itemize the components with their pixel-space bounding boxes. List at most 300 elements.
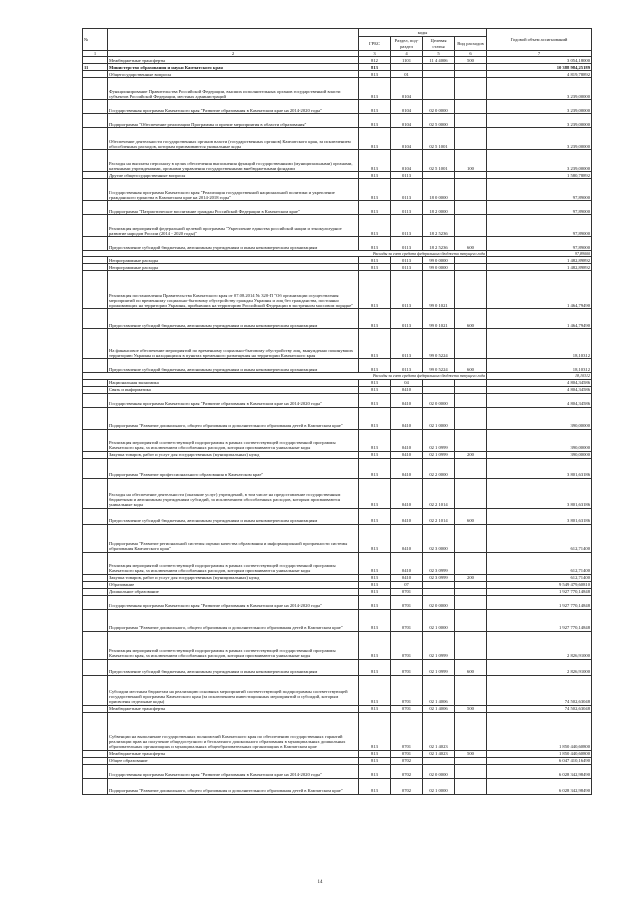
cell-target: 02 2 0000 [423, 458, 455, 478]
cell-amount: 4 804,34586 [487, 386, 592, 393]
cell-kind [455, 764, 487, 778]
cell-section: 0410 [391, 451, 423, 458]
cell-name: Закупка товаров, работ и услуг для государственных (муниципальных) нужд [108, 574, 359, 581]
table-row [83, 429, 592, 451]
cell-section: 0410 [391, 508, 423, 524]
cell-name: На финансовое обеспечение мероприятий по временному социально-бытовому обустройству лиц, вынужденно покинувших территорию Украины и находящихся в пунктах временного размещения на территории Камчатского края [108, 329, 359, 359]
page-number: 14 [317, 880, 323, 885]
cell-name: Национальная экономика [108, 379, 359, 386]
cell-grbs: 813 [359, 237, 391, 251]
cell-grbs: 813 [359, 309, 391, 329]
table-row [83, 128, 592, 150]
cell-name: Подпрограмма "Развитие дошкольного, общего образования и дополнительного образования детей в Камчатском крае" [108, 407, 359, 429]
cell-kind [455, 71, 487, 78]
col-number-6: 6 [455, 51, 487, 57]
cell-target: 02 1 0999 [423, 451, 455, 458]
cell-target: 02 0 0000 [423, 595, 455, 609]
cell-amount: 1 482,89892 [487, 264, 592, 271]
cell-amount: 390,00000 [487, 451, 592, 458]
cell-section: 0702 [391, 778, 423, 794]
cell-num [83, 712, 108, 750]
cell-target [423, 379, 455, 386]
table-row [83, 172, 592, 179]
cell-target: 02 1 4006 [423, 705, 455, 712]
cell-grbs: 813 [359, 552, 391, 574]
cell-kind [455, 524, 487, 552]
cell-num [83, 574, 108, 581]
cell-kind: 500 [455, 57, 487, 64]
cell-section: 01 [391, 71, 423, 78]
cell-num [83, 764, 108, 778]
cell-kind [455, 264, 487, 271]
cell-grbs: 813 [359, 609, 391, 631]
cell-kind [455, 128, 487, 150]
cell-kind [455, 271, 487, 309]
cell-num [83, 458, 108, 478]
cell-grbs: 813 [359, 478, 391, 508]
cell-amount: 6 047 410,16490 [487, 757, 592, 764]
table-row [83, 478, 592, 508]
cell-kind [455, 631, 487, 659]
cell-target: 02 2 1014 [423, 478, 455, 508]
cell-kind [455, 595, 487, 609]
cell-section: 04 [391, 379, 423, 386]
cell-name: Субсидии местным бюджетам на реализацию основных мероприятий соответствующей подпрограммы соответствующей государственной программы Камчатского края (за исключением инвестиционных мероприятий и субсидий, которым присвоены отдельные коды) [108, 675, 359, 705]
note-text: Расходы за счет средств федерального бюджета текущего года [83, 373, 487, 379]
cell-num [83, 429, 108, 451]
cell-section: 0701 [391, 659, 423, 675]
cell-section: 07 [391, 581, 423, 588]
cell-name: Связь и информатика [108, 386, 359, 393]
cell-target: 02 0 0000 [423, 393, 455, 407]
header-target: Целевая статья [423, 37, 455, 51]
cell-amount: 1 850 440,60800 [487, 712, 592, 750]
cell-name: Государственная программа Камчатского края "Развитие образования в Камчатском крае на 2014-2020 годы" [108, 595, 359, 609]
cell-section: 0113 [391, 215, 423, 237]
table-row [83, 675, 592, 705]
cell-target: 02 3 0999 [423, 552, 455, 574]
table-row [83, 179, 592, 201]
cell-target [423, 588, 455, 595]
cell-num [83, 100, 108, 114]
cell-kind [455, 407, 487, 429]
table-row [83, 595, 592, 609]
header-grbs: ГРБС [359, 37, 391, 51]
cell-kind [455, 429, 487, 451]
cell-grbs: 813 [359, 257, 391, 264]
cell-num [83, 552, 108, 574]
cell-name: Реализация мероприятий соответствующей подпрограммы в рамках соответствующей государственной программы Камчатского края, за исключением обособленных расходов, которым присваиваются уникальные коды [108, 631, 359, 659]
note-text: Расходы за счет средств федерального бюджета текущего года [83, 251, 487, 257]
cell-num [83, 71, 108, 78]
cell-name: Реализация постановления Правительства Камчатского края от 07.08.2014 № 320-П "Об организации осуществления мероприятий по временному социально-бытовому обустройству граждан Украины и лиц без гражданства, постоянно проживающих на территории Украины, прибывших на территорию Российской Федерации в экстренном массовом порядке" [108, 271, 359, 309]
table-row [83, 750, 592, 757]
cell-name: Подпрограмма "Развитие дошкольного, общего образования и дополнительного образования детей в Камчатском крае" [108, 609, 359, 631]
cell-kind: 200 [455, 574, 487, 581]
cell-target [423, 581, 455, 588]
cell-section: 0410 [391, 458, 423, 478]
cell-target: 02 5 1001 [423, 128, 455, 150]
cell-num [83, 329, 108, 359]
cell-amount: 3 801,63186 [487, 458, 592, 478]
cell-grbs: 813 [359, 114, 391, 128]
cell-grbs: 813 [359, 71, 391, 78]
cell-kind [455, 114, 487, 128]
table-row [83, 237, 592, 251]
cell-num [83, 631, 108, 659]
cell-num [83, 750, 108, 757]
cell-grbs: 813 [359, 201, 391, 215]
cell-kind [455, 712, 487, 750]
cell-grbs: 813 [359, 100, 391, 114]
cell-num [83, 309, 108, 329]
cell-kind [455, 393, 487, 407]
cell-grbs: 813 [359, 712, 391, 750]
cell-grbs: 813 [359, 429, 391, 451]
cell-kind [455, 100, 487, 114]
cell-grbs: 813 [359, 757, 391, 764]
cell-amount: 1 464,79490 [487, 271, 592, 309]
cell-name: Межбюджетные трансферты [108, 57, 359, 64]
cell-amount: 612,71400 [487, 524, 592, 552]
cell-kind [455, 179, 487, 201]
header-num: № [83, 29, 108, 51]
col-number-5: 5 [423, 51, 455, 57]
cell-section: 0702 [391, 757, 423, 764]
table-row [83, 552, 592, 574]
table-row [83, 712, 592, 750]
cell-grbs: 813 [359, 128, 391, 150]
cell-name: Предоставление субсидий бюджетным, автономным учреждениям и иным некоммерческим организациям [108, 309, 359, 329]
cell-section: 0410 [391, 386, 423, 393]
cell-name: Государственная программа Камчатского края "Развитие образования в Камчатском крае на 2014-2020 годы" [108, 393, 359, 407]
budget-table [82, 28, 592, 795]
cell-grbs: 813 [359, 581, 391, 588]
cell-section: 0410 [391, 478, 423, 508]
cell-amount: 3 239,00000 [487, 114, 592, 128]
cell-amount: 97,89000 [487, 237, 592, 251]
cell-target: 02 1 0999 [423, 631, 455, 659]
cell-grbs: 813 [359, 705, 391, 712]
cell-grbs: 812 [359, 57, 391, 64]
cell-target: 02 3 0999 [423, 574, 455, 581]
cell-name: Дошкольное образование [108, 588, 359, 595]
cell-kind [455, 329, 487, 359]
cell-target: 02 1 0999 [423, 429, 455, 451]
table-row [83, 458, 592, 478]
cell-kind: 100 [455, 150, 487, 172]
cell-name: Расходы на обеспечение деятельности (оказание услуг) учреждений, в том числе на предоставление государственным бюджетным и автономным учреждениям субсидий, за исключением обособленных расходов, которым присваиваются уникальные коды [108, 478, 359, 508]
col-number-4: 4 [391, 51, 423, 57]
cell-target: 18 2 5236 [423, 215, 455, 237]
header-kind: Вид расходов [455, 37, 487, 51]
cell-grbs: 813 [359, 329, 391, 359]
cell-name: Общее образование [108, 757, 359, 764]
table-row [83, 329, 592, 359]
cell-name: Общегосударственные вопросы [108, 71, 359, 78]
cell-name: Реализация мероприятий федеральной целевой программы "Укрепление единства российской нации и этнокультурное развитие народов России (2014 - 2020 годы)" [108, 215, 359, 237]
table-row [83, 631, 592, 659]
cell-grbs: 813 [359, 407, 391, 429]
cell-amount: 3 801,63186 [487, 478, 592, 508]
cell-name: Субвенции на выполнение государственных полномочий Камчатского края по обеспечению государственных гарантий реализации прав на получение общедоступного и бесплатного дошкольного образования в муниципальных дошкольных образовательных организациях и муниципальных общеобразовательных организациях в Камчатском крае [108, 712, 359, 750]
cell-target: 18 2 5236 [423, 237, 455, 251]
cell-name: Другие общегосударственные вопросы [108, 172, 359, 179]
table-row [83, 757, 592, 764]
cell-amount: 97,89000 [487, 179, 592, 201]
table-row [83, 581, 592, 588]
cell-grbs: 813 [359, 64, 391, 71]
cell-name: Министерство образования и науки Камчатского края [108, 64, 359, 71]
cell-amount: 3 239,00000 [487, 100, 592, 114]
cell-num [83, 150, 108, 172]
table-row [83, 201, 592, 215]
cell-grbs: 813 [359, 574, 391, 581]
cell-kind: 600 [455, 659, 487, 675]
cell-section: 0701 [391, 595, 423, 609]
cell-name: Функционирование Правительства Российской Федерации, высших исполнительных органов государственной власти субъектов Российской Федерации, местных администраций [108, 78, 359, 100]
cell-amount: 3 239,00000 [487, 78, 592, 100]
cell-amount: 3 054,18000 [487, 57, 592, 64]
cell-num [83, 588, 108, 595]
cell-amount: 3 801,63186 [487, 508, 592, 524]
cell-num [83, 451, 108, 458]
cell-amount: 1 927 770,14848 [487, 609, 592, 631]
cell-section: 0410 [391, 407, 423, 429]
cell-num [83, 264, 108, 271]
cell-name: Предоставление субсидий бюджетным, автономным учреждениям и иным некоммерческим организациям [108, 359, 359, 373]
cell-target: 02 2 1014 [423, 508, 455, 524]
cell-section: 0113 [391, 309, 423, 329]
cell-target: 02 1 4023 [423, 750, 455, 757]
cell-section: 0104 [391, 128, 423, 150]
cell-grbs: 813 [359, 379, 391, 386]
cell-grbs: 813 [359, 179, 391, 201]
cell-name: Подпрограмма "Развитие профессионального образования в Камчатском крае" [108, 458, 359, 478]
table-row [83, 393, 592, 407]
cell-num [83, 359, 108, 373]
cell-num [83, 595, 108, 609]
cell-section: 0701 [391, 675, 423, 705]
cell-kind [455, 215, 487, 237]
cell-kind [455, 588, 487, 595]
cell-num [83, 379, 108, 386]
cell-section: 0410 [391, 552, 423, 574]
cell-kind: 600 [455, 309, 487, 329]
cell-name: Предоставление субсидий бюджетным, автономным учреждениям и иным некоммерческим организациям [108, 659, 359, 675]
cell-section: 0702 [391, 764, 423, 778]
cell-grbs: 813 [359, 675, 391, 705]
cell-grbs: 813 [359, 588, 391, 595]
cell-amount: 4 804,34586 [487, 393, 592, 407]
cell-num [83, 172, 108, 179]
cell-section: 0104 [391, 78, 423, 100]
cell-amount: 1 850 440,60800 [487, 750, 592, 757]
cell-kind: 600 [455, 237, 487, 251]
cell-amount: 74 502,63048 [487, 705, 592, 712]
cell-kind [455, 172, 487, 179]
cell-section: 0113 [391, 271, 423, 309]
col-number-2: 2 [108, 51, 359, 57]
table-row [83, 64, 592, 71]
cell-grbs: 813 [359, 778, 391, 794]
cell-amount: 4 819,78892 [487, 71, 592, 78]
table-row [83, 71, 592, 78]
header-codes: коды [359, 29, 487, 37]
cell-num [83, 128, 108, 150]
cell-section: 0701 [391, 712, 423, 750]
table-row [83, 271, 592, 309]
cell-target: 02 1 4023 [423, 712, 455, 750]
table-row [83, 215, 592, 237]
cell-grbs: 813 [359, 458, 391, 478]
cell-target: 11 4 4006 [423, 57, 455, 64]
cell-name: Реализация мероприятий соответствующей подпрограммы в рамках соответствующей государственной программы Камчатского края, за исключением обособленных расходов, которым присваиваются уникальные коды [108, 429, 359, 451]
table-row [83, 574, 592, 581]
cell-num [83, 508, 108, 524]
cell-num [83, 675, 108, 705]
cell-target: 02 1 0000 [423, 778, 455, 794]
cell-amount: 2 826,91000 [487, 631, 592, 659]
cell-kind [455, 778, 487, 794]
table-row [83, 588, 592, 595]
cell-amount: 6 028 342,98490 [487, 778, 592, 794]
table-row [83, 57, 592, 64]
cell-name: Подпрограмма "Развитие дошкольного, общего образования и дополнительного образования детей в Камчатском крае" [108, 778, 359, 794]
cell-grbs: 813 [359, 150, 391, 172]
cell-kind [455, 257, 487, 264]
cell-amount: 4 804,34586 [487, 379, 592, 386]
table-row [83, 609, 592, 631]
cell-target: 02 3 0000 [423, 524, 455, 552]
cell-grbs: 813 [359, 386, 391, 393]
cell-num [83, 237, 108, 251]
cell-grbs: 813 [359, 393, 391, 407]
cell-section: 0410 [391, 393, 423, 407]
cell-name: Предоставление субсидий бюджетным, автономным учреждениям и иным некоммерческим организациям [108, 237, 359, 251]
cell-section: 0410 [391, 524, 423, 552]
cell-kind [455, 201, 487, 215]
table-row [83, 359, 592, 373]
table-row [83, 309, 592, 329]
cell-num [83, 609, 108, 631]
cell-name: Подпрограмма "Обеспечение реализации Программы и прочие мероприятия в области образования" [108, 114, 359, 128]
cell-amount: 10 388 984,25189 [487, 64, 592, 71]
cell-kind [455, 458, 487, 478]
cell-kind: 500 [455, 705, 487, 712]
cell-kind [455, 609, 487, 631]
cell-section: 0701 [391, 750, 423, 757]
cell-target: 99 0 1021 [423, 271, 455, 309]
cell-kind: 200 [455, 451, 487, 458]
cell-amount: 1 464,79490 [487, 309, 592, 329]
cell-num [83, 757, 108, 764]
cell-section: 0113 [391, 264, 423, 271]
cell-grbs: 813 [359, 659, 391, 675]
table-row [83, 78, 592, 100]
cell-target: 99 0 0000 [423, 264, 455, 271]
cell-name: Обеспечение деятельности государственных органов власти (государственных органов) Камчатского края, за исключением обособленных расходов, которым присваиваются уникальные коды [108, 128, 359, 150]
cell-grbs: 813 [359, 508, 391, 524]
cell-num [83, 179, 108, 201]
cell-amount: 390,00000 [487, 429, 592, 451]
header-amount: Годовой объем ассигнований [487, 29, 592, 51]
cell-name: Государственная программа Камчатского края "Реализация государственной национальной политики и укрепление гражданского единства в Камчатском крае на 2014-2018 годы" [108, 179, 359, 201]
table-row [83, 778, 592, 794]
cell-target: 99 0 5224 [423, 329, 455, 359]
cell-section: 0104 [391, 100, 423, 114]
cell-grbs: 813 [359, 631, 391, 659]
cell-target: 02 1 0000 [423, 609, 455, 631]
cell-section: 0113 [391, 201, 423, 215]
cell-name: Подпрограмма "Патриотическое воспитание граждан Российской Федерации в Камчатском крае" [108, 201, 359, 215]
cell-num [83, 659, 108, 675]
cell-amount: 612,71400 [487, 574, 592, 581]
cell-amount: 9 549 479,60810 [487, 581, 592, 588]
cell-target: 02 1 0999 [423, 659, 455, 675]
cell-kind: 600 [455, 359, 487, 373]
note-amount: 18,10312 [487, 373, 592, 379]
cell-grbs: 813 [359, 215, 391, 237]
cell-name: Реализация мероприятий соответствующей подпрограммы в рамках соответствующей государственной программы Камчатского края, за исключением обособленных расходов, которым присваиваются уникальные коды [108, 552, 359, 574]
cell-target: 99 0 5224 [423, 359, 455, 373]
table-row [83, 150, 592, 172]
cell-kind: 500 [455, 750, 487, 757]
col-number-1: 1 [83, 51, 108, 57]
cell-target: 02 0 0000 [423, 764, 455, 778]
cell-kind [455, 757, 487, 764]
cell-amount: 97,89000 [487, 215, 592, 237]
cell-section: 0410 [391, 574, 423, 581]
cell-kind [455, 552, 487, 574]
table-row [83, 257, 592, 264]
cell-name: Предоставление субсидий бюджетным, автономным учреждениям и иным некоммерческим организациям [108, 508, 359, 524]
cell-target [423, 78, 455, 100]
cell-kind [455, 64, 487, 71]
table-row [83, 100, 592, 114]
cell-section: 0113 [391, 257, 423, 264]
cell-amount: 18,10312 [487, 359, 592, 373]
cell-num [83, 407, 108, 429]
header-name [108, 29, 359, 51]
cell-num [83, 581, 108, 588]
table-row [83, 379, 592, 386]
cell-name: Образование [108, 581, 359, 588]
note-amount: 97,89000 [487, 251, 592, 257]
table-row [83, 264, 592, 271]
header-section: Раздел, под-раздел [391, 37, 423, 51]
cell-num: 11 [83, 64, 108, 71]
cell-name: Межбюджетные трансферты [108, 705, 359, 712]
cell-amount: 1 927 770,14848 [487, 595, 592, 609]
cell-name: Государственная программа Камчатского края "Развитие образования в Камчатском крае на 2014-2020 годы" [108, 764, 359, 778]
cell-num [83, 114, 108, 128]
cell-target: 99 0 0000 [423, 257, 455, 264]
cell-kind [455, 581, 487, 588]
cell-grbs: 813 [359, 172, 391, 179]
cell-target [423, 757, 455, 764]
cell-num [83, 215, 108, 237]
cell-amount: 3 239,00000 [487, 128, 592, 150]
cell-section: 0701 [391, 631, 423, 659]
cell-section: 0701 [391, 609, 423, 631]
cell-kind [455, 78, 487, 100]
cell-name: Непрограммные расходы [108, 264, 359, 271]
cell-amount: 18,10312 [487, 329, 592, 359]
cell-amount: 1 927 770,14848 [487, 588, 592, 595]
cell-num [83, 78, 108, 100]
cell-target: 99 0 1021 [423, 309, 455, 329]
